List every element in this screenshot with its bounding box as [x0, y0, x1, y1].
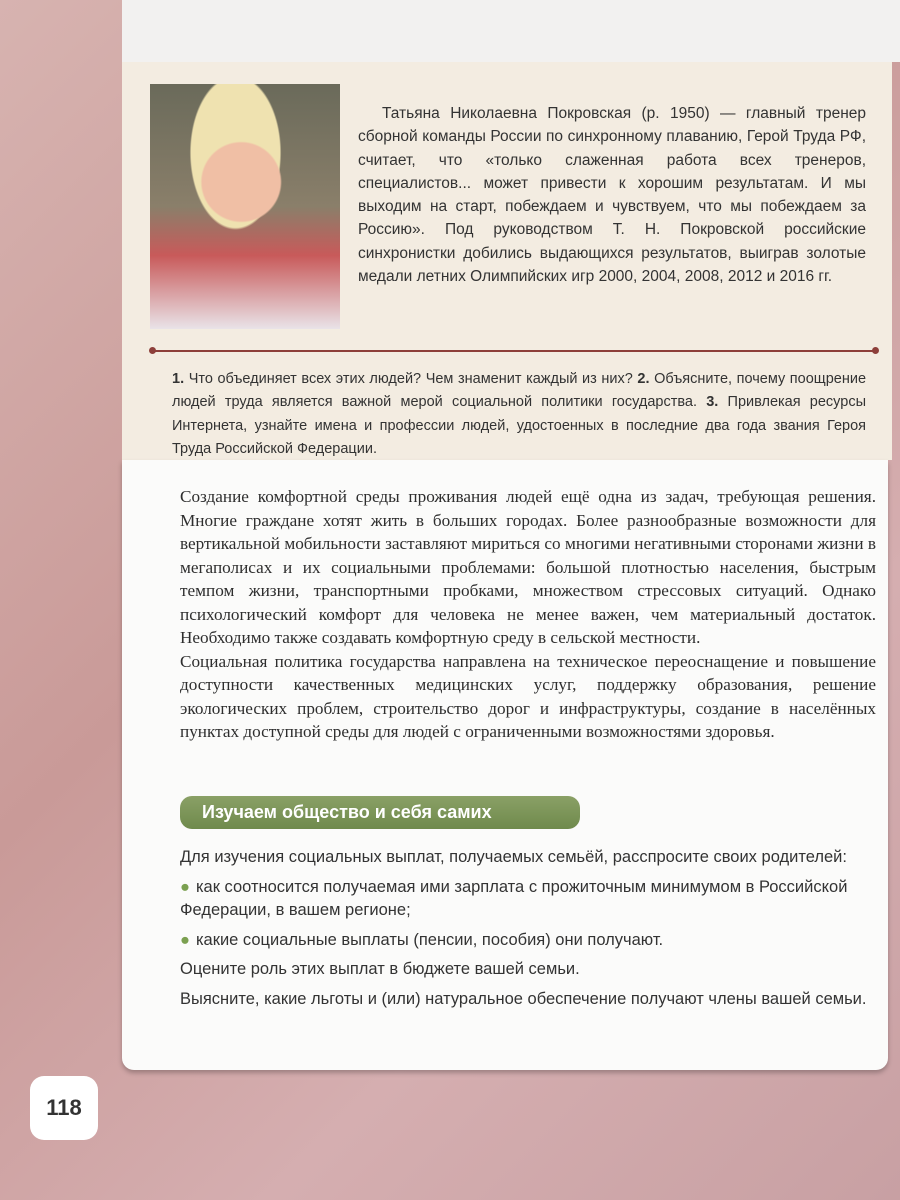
bullet-item — [180, 876, 876, 923]
page-number: 118 — [30, 1076, 98, 1140]
bullet-text: как соотносится получаемая ими зарплата с прожиточным минимумом в Российской Федерации, в вашем регионе; — [180, 877, 848, 919]
portrait-photo — [150, 84, 340, 329]
paragraph: Создание комфортной среды проживания людей ещё одна из задач, требующая решения. Многие граждане хотят жить в больших городах. Более разнообразные возможности для вертикальной мобильности заставляют мириться со многими негативными сторонами жизни в мегаполисах и их социальными проблемами: большой плотностью населения, быстрым темпом жизни, транспортными пробками, множеством стрессовых ситуаций. Однако психологический комфорт для человека не менее важен, чем материальный достаток. Необходимо также создавать комфортную среду в сельской местности. — [180, 487, 876, 647]
question-number: 1. — [172, 371, 185, 387]
bullet-text: какие социальные выплаты (пенсии, пособия) они получают. — [195, 930, 664, 949]
question-number: 2. — [637, 371, 650, 387]
divider-rule — [152, 350, 876, 352]
question-text: Что объединяет всех этих людей? Чем знаменит каждый из них? — [188, 371, 633, 387]
question-number: 3. — [706, 394, 719, 411]
task-intro: Для изучения социальных выплат, получаемых семьёй, расспросите своих родителей: — [180, 848, 847, 866]
section-task — [180, 846, 876, 1017]
section-heading: Изучаем общество и себя самих — [180, 796, 580, 829]
main-text — [180, 485, 876, 744]
bullet-icon: ● — [180, 930, 190, 949]
bullet-item — [180, 929, 876, 953]
question-text: Объясните, почему поощрение людей труда является важной мерой социальной политики государства. — [172, 371, 867, 411]
task-line: Выясните, какие льготы и (или) натуральное обеспечение получают члены вашей семьи. — [180, 989, 867, 1008]
question-text: Привлекая ресурсы Интернета, узнайте имена и профессии людей, удостоенных в последние два года звания Героя Труда Российской Федерации. — [172, 394, 866, 457]
questions-block — [172, 368, 866, 461]
bullet-icon: ● — [180, 877, 190, 896]
previous-page-strip — [122, 0, 900, 62]
paragraph: Социальная политика государства направлена на техническое переоснащение и повышение доступности качественных медицинских услуг, поддержку образования, решение экологических проблем, строительство дорог и инфраструктуры, создание в населённых пунктах доступной среды для людей с ограниченными возможностями здоровья. — [180, 651, 876, 741]
biography-text: Татьяна Николаевна Покровская (р. 1950) — главный тренер сборной команды России по синхронному плаванию, Герой Труда РФ, считает, что «только слаженная работа всех тренеров, специалистов... может привести к хорошим результатам. И мы выходим на старт, побеждаем и чувствуем, что мы побеждаем за Россию». Под руководством Т. Н. Покровской российские синхронистки добились выдающихся результатов, выиграв золотые медали летних Олимпийских игр 2000, 2004, 2008, 2012 и 2016 гг. — [358, 105, 866, 286]
task-line: Оцените роль этих выплат в бюджете вашей семьи. — [180, 960, 580, 978]
